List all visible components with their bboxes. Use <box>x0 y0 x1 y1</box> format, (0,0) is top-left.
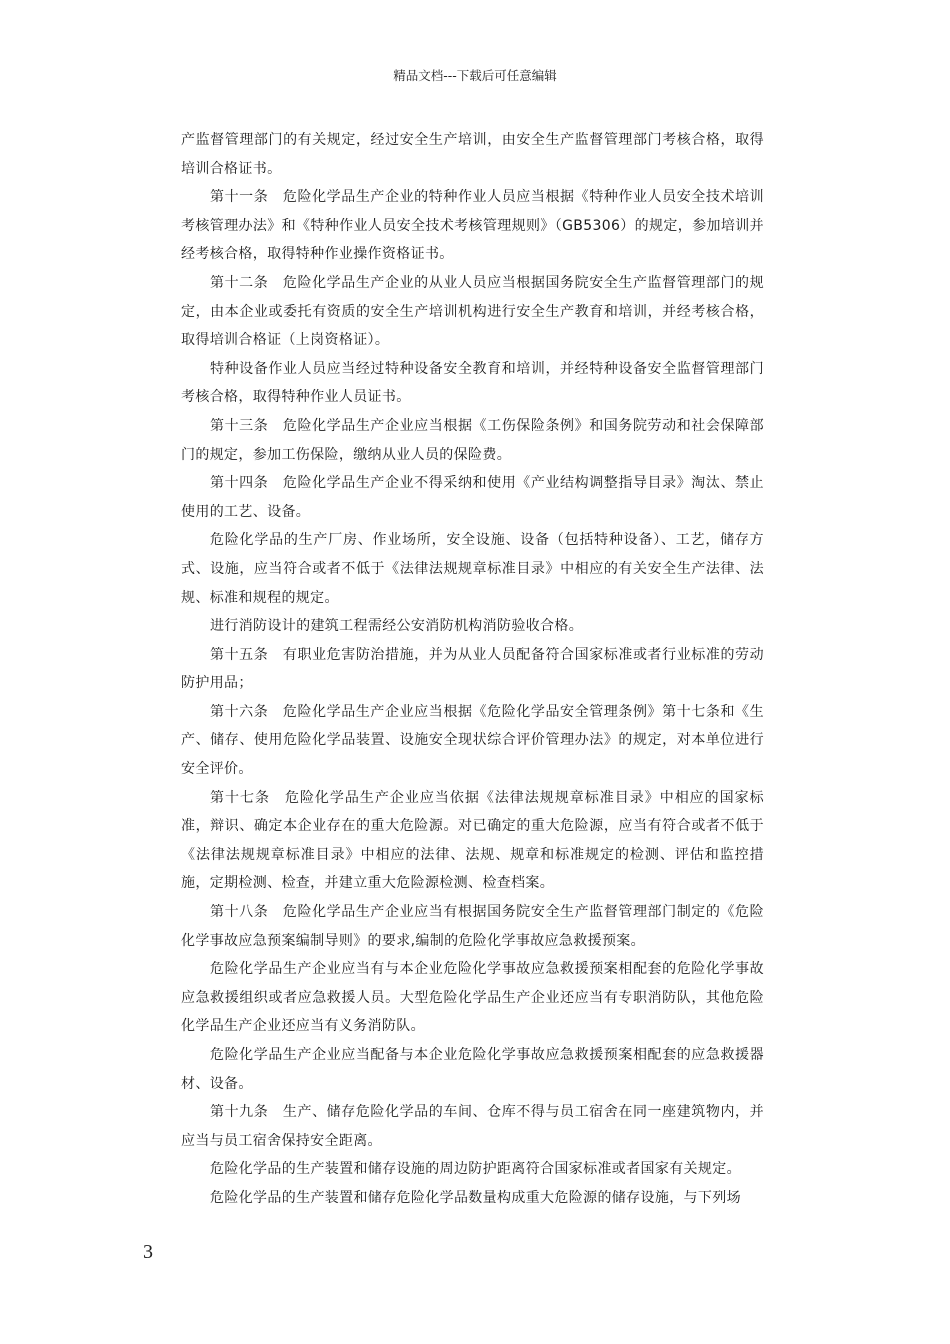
paragraph: 第十二条 危险化学品生产企业的从业人员应当根据国务院安全生产监督管理部门的规定，由本企业或委托有资质的安全生产培训机构进行安全生产教育和培训，并经考核合格，取得培训合格证（上岗资格证）。 <box>181 274 764 349</box>
paragraph: 危险化学品的生产装置和储存危险化学品数量构成重大危险源的储存设施，与下列场 <box>210 1189 741 1206</box>
paragraph: 第十七条 危险化学品生产企业应当依据《法律法规规章标准目录》中相应的国家标准，辩识、确定本企业存在的重大危险源。对已确定的重大危险源，应当有符合或者不低于《法律法规规章标准目录》中相应的法律、法规、规章和标准规定的检测、评估和监控措施，定期检测、检查，并建立重大危险源检测、检查档案。 <box>181 789 764 892</box>
paragraph: 危险化学品的生产厂房、作业场所，安全设施、设备（包括特种设备）、工艺，储存方式、设施，应当符合或者不低于《法律法规规章标准目录》中相应的有关安全生产法律、法规、标准和规程的规定。 <box>181 532 764 606</box>
paragraph: 危险化学品生产企业应当有与本企业危险化学事故应急救援预案相配套的危险化学事故应急救援组织或者应急救援人员。大型危险化学品生产企业还应当有专职消防队，其他危险化学品生产企业还应当有义务消防队。 <box>181 961 764 1035</box>
paragraph: 第十一条 危险化学品生产企业的特种作业人员应当根据《特种作业人员安全技术培训考核管理办法》和《特种作业人员安全技术考核管理规则》（GB5306）的规定，参加培训并经考核合格，取得特种作业操作资格证书。 <box>181 189 764 263</box>
paragraph: 特种设备作业人员应当经过特种设备安全教育和培训，并经特种设备安全监督管理部门考核合格，取得特种作业人员证书。 <box>181 360 764 406</box>
paragraph: 第十四条 危险化学品生产企业不得采纳和使用《产业结构调整指导目录》淘汰、禁止使用的工艺、设备。 <box>181 475 764 520</box>
page-header: 精品文档---下载后可任意编辑 <box>393 68 557 83</box>
paragraph: 危险化学品的生产装置和储存设施的周边防护距离符合国家标准或者国家有关规定。 <box>210 1161 741 1178</box>
paragraph: 产监督管理部门的有关规定，经过安全生产培训，由安全生产监督管理部门考核合格，取得培训合格证书。 <box>181 132 764 177</box>
paragraph: 第十九条 生产、储存危险化学品的车间、仓库不得与员工宿舍在同一座建筑物内，并应当与员工宿舍保持安全距离。 <box>181 1104 764 1149</box>
paragraph: 第十三条 危险化学品生产企业应当根据《工伤保险条例》和国务院劳动和社会保障部门的规定，参加工伤保险，缴纳从业人员的保险费。 <box>181 417 764 463</box>
page-number: 3 <box>143 1241 153 1263</box>
paragraph: 危险化学品生产企业应当配备与本企业危险化学事故应急救援预案相配套的应急救援器材、设备。 <box>181 1047 764 1092</box>
paragraph: 第十八条 危险化学品生产企业应当有根据国务院安全生产监督管理部门制定的《危险化学事故应急预案编制导则》的要求,编制的危险化学事故应急救援预案。 <box>181 904 764 949</box>
paragraph: 第十六条 危险化学品生产企业应当根据《危险化学品安全管理条例》第十七条和《生产、储存、使用危险化学品装置、设施安全现状综合评价管理办法》的规定，对本单位进行安全评价。 <box>181 703 764 778</box>
paragraph: 第十五条 有职业危害防治措施，并为从业人员配备符合国家标准或者行业标准的劳动防护用品； <box>181 646 764 692</box>
document-body <box>181 126 764 1213</box>
paragraph: 进行消防设计的建筑工程需经公安消防机构消防验收合格。 <box>210 618 584 635</box>
